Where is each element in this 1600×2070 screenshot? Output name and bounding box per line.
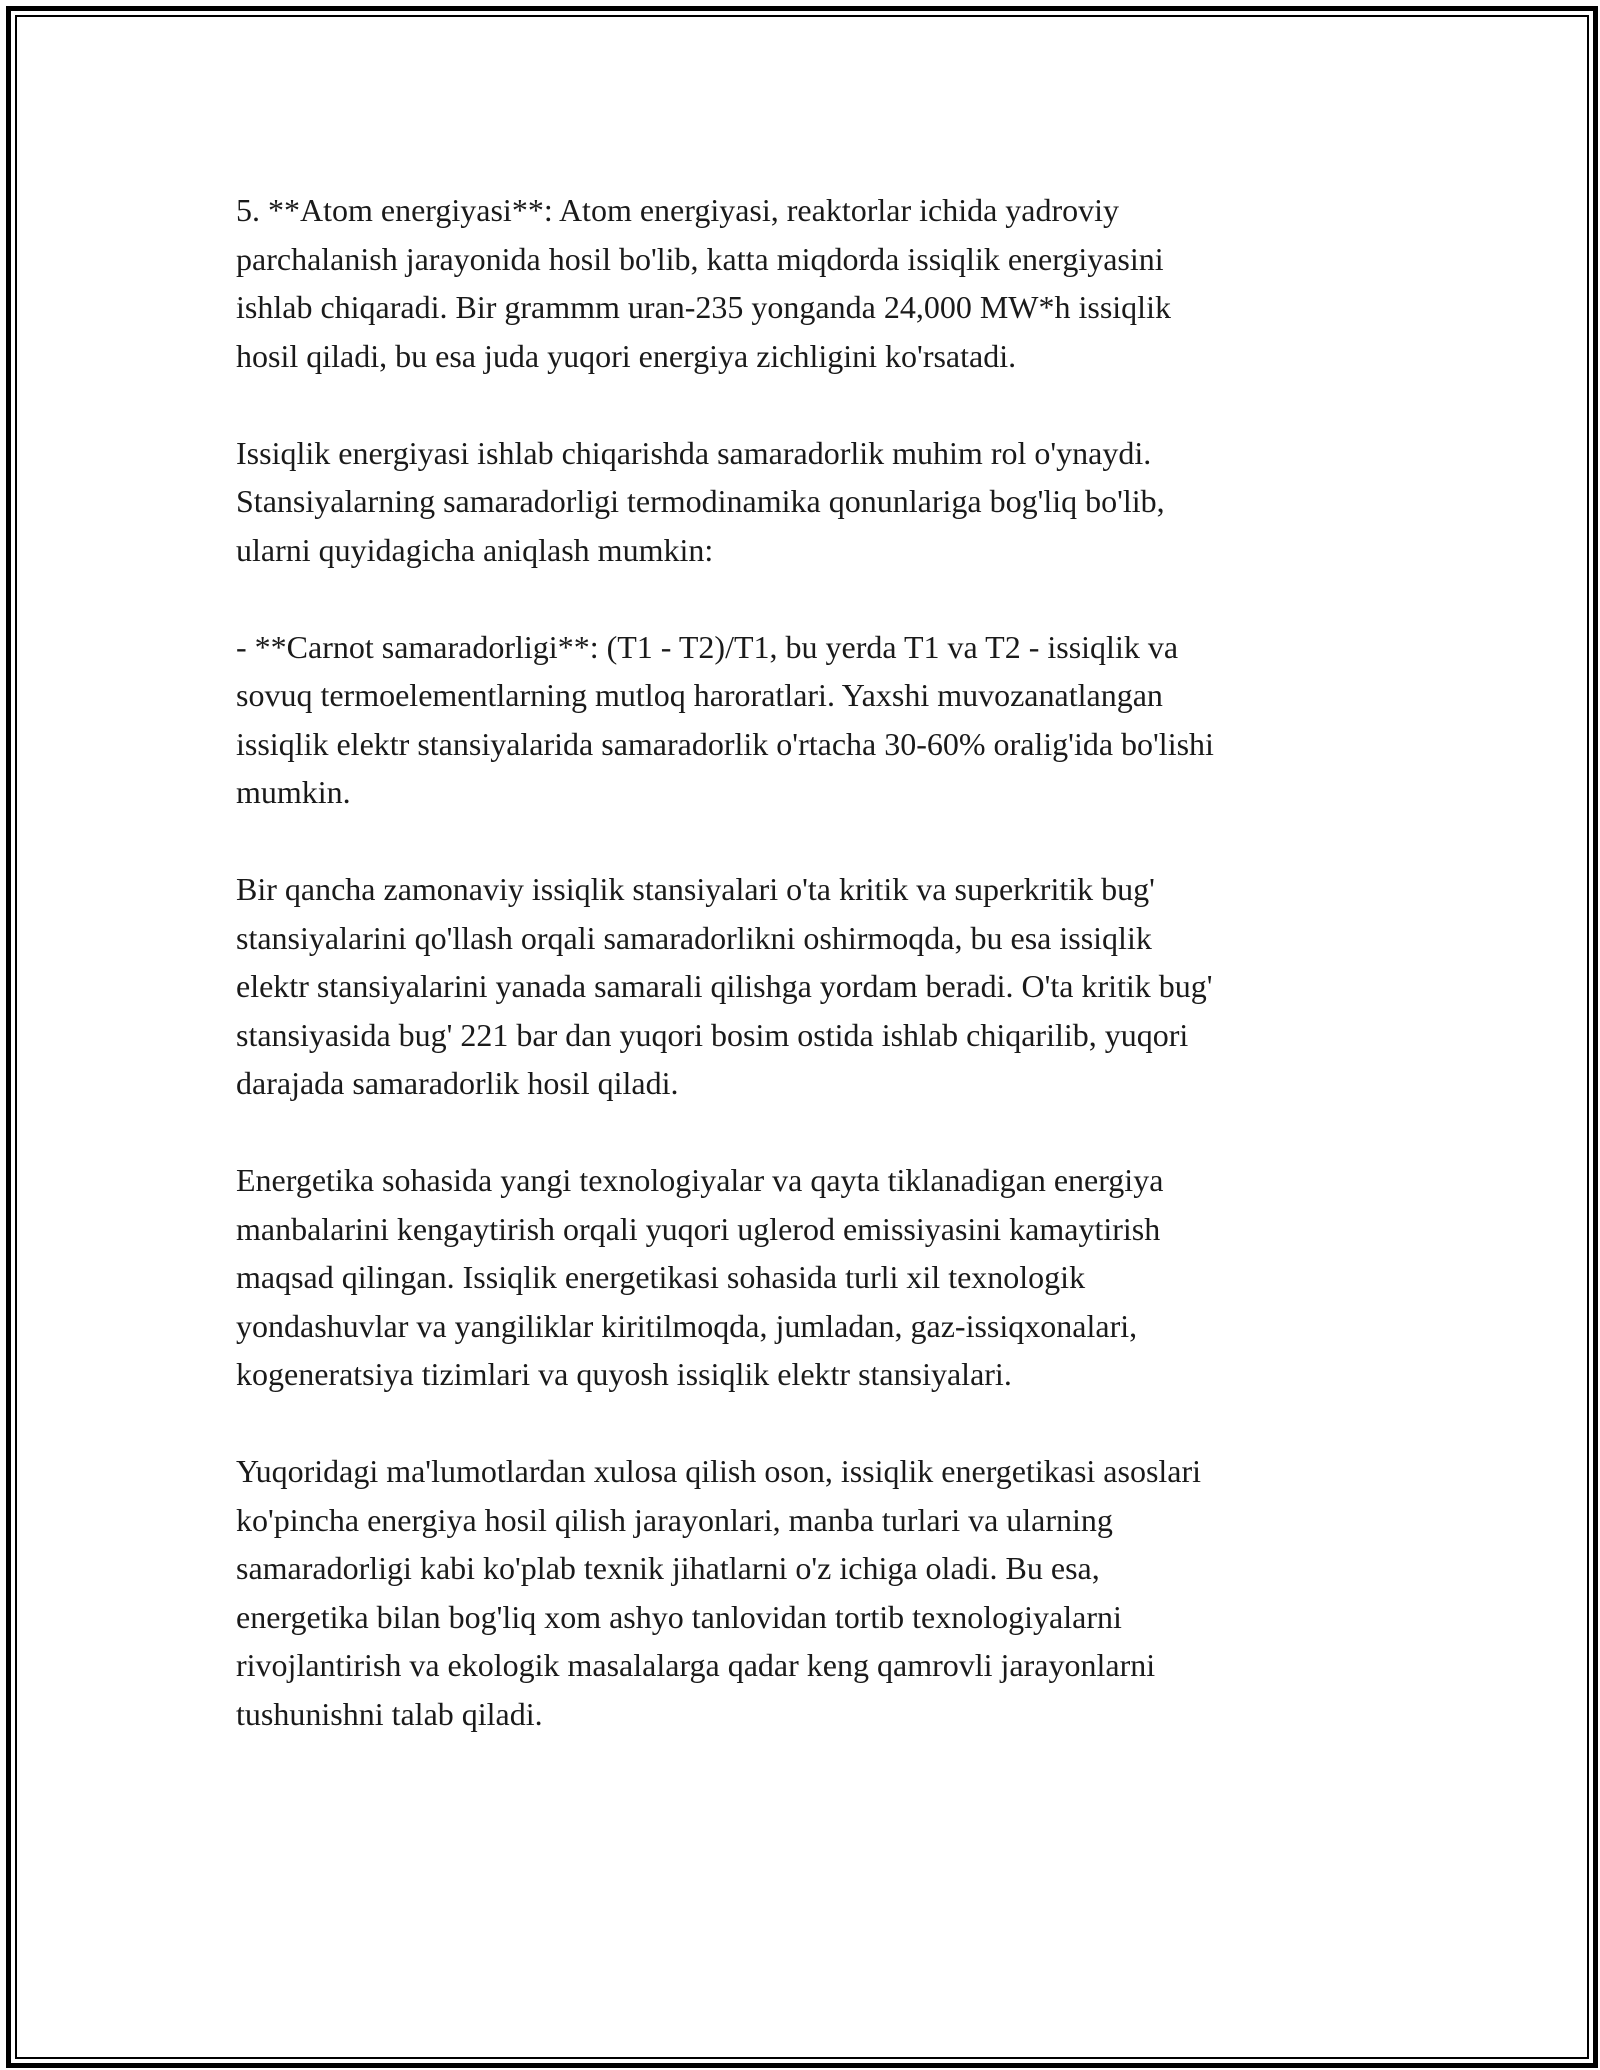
paragraph-carnot-efficiency: - **Carnot samaradorligi**: (T1 - T2)/T1, bu yerda T1 va T2 - issiqlik va sovuq termoelementlarning mutloq haroratlari. Yaxshi muvozanatlangan issiqlik elektr stansiyalarida samaradorlik o'rtacha 30-60% oralig'ida bo'lishi mumkin. (236, 628, 1214, 810)
paragraph-supercritical-steam: Bir qancha zamonaviy issiqlik stansiyalari o'ta kritik va superkritik bug' stansiyalarini qo'llash orqali samaradorlikni oshirmoqda, bu esa issiqlik elektr stansiyalarini yanada samarali qilishga yordam beradi. O'ta kritik bug' stansiyasida bug' 221 bar dan yuqori bosim ostida ishlab chiqarilib, yuqori darajada samaradorlik hosil qiladi. (236, 871, 1213, 1101)
paragraph-new-technologies: Energetika sohasida yangi texnologiyalar va qayta tiklanadigan energiya manbalarini kengaytirish orqali yuqori uglerod emissiyasini kamaytirish maqsad qilingan. Issiqlik energetikasi sohasida turli xil texnologik yondashuvlar va yangiliklar kiritilmoqda, jumladan, gaz-issiqxonalari, kogeneratsiya tizimlari va quyosh issiqlik elektr stansiyalari. (236, 1162, 1164, 1392)
document-body (236, 186, 1366, 1787)
paragraph-conclusion: Yuqoridagi ma'lumotlardan xulosa qilish oson, issiqlik energetikasi asoslari ko'pincha energiya hosil qilish jarayonlari, manba turlari va ularning samaradorligi kabi ko'plab texnik jihatlarni o'z ichiga oladi. Bu esa, energetika bilan bog'liq xom ashyo tanlovidan tortib texnologiyalarni rivojlantirish va ekologik masalalarga qadar keng qamrovli jarayonlarni tushunishni talab qiladi. (236, 1453, 1202, 1732)
paragraph-atom-energy: 5. **Atom energiyasi**: Atom energiyasi, reaktorlar ichida yadroviy parchalanish jarayonida hosil bo'lib, katta miqdorda issiqlik energiyasini ishlab chiqaradi. Bir grammm uran-235 yonganda 24,000 MW*h issiqlik hosil qiladi, bu esa juda yuqori energiya zichligini ko'rsatadi. (236, 192, 1171, 374)
paragraph-efficiency-intro: Issiqlik energiyasi ishlab chiqarishda samaradorlik muhim rol o'ynaydi. Stansiyalarning samaradorligi termodinamika qonunlariga bog'liq bo'lib, ularni quyidagicha aniqlash mumkin: (236, 434, 1165, 568)
